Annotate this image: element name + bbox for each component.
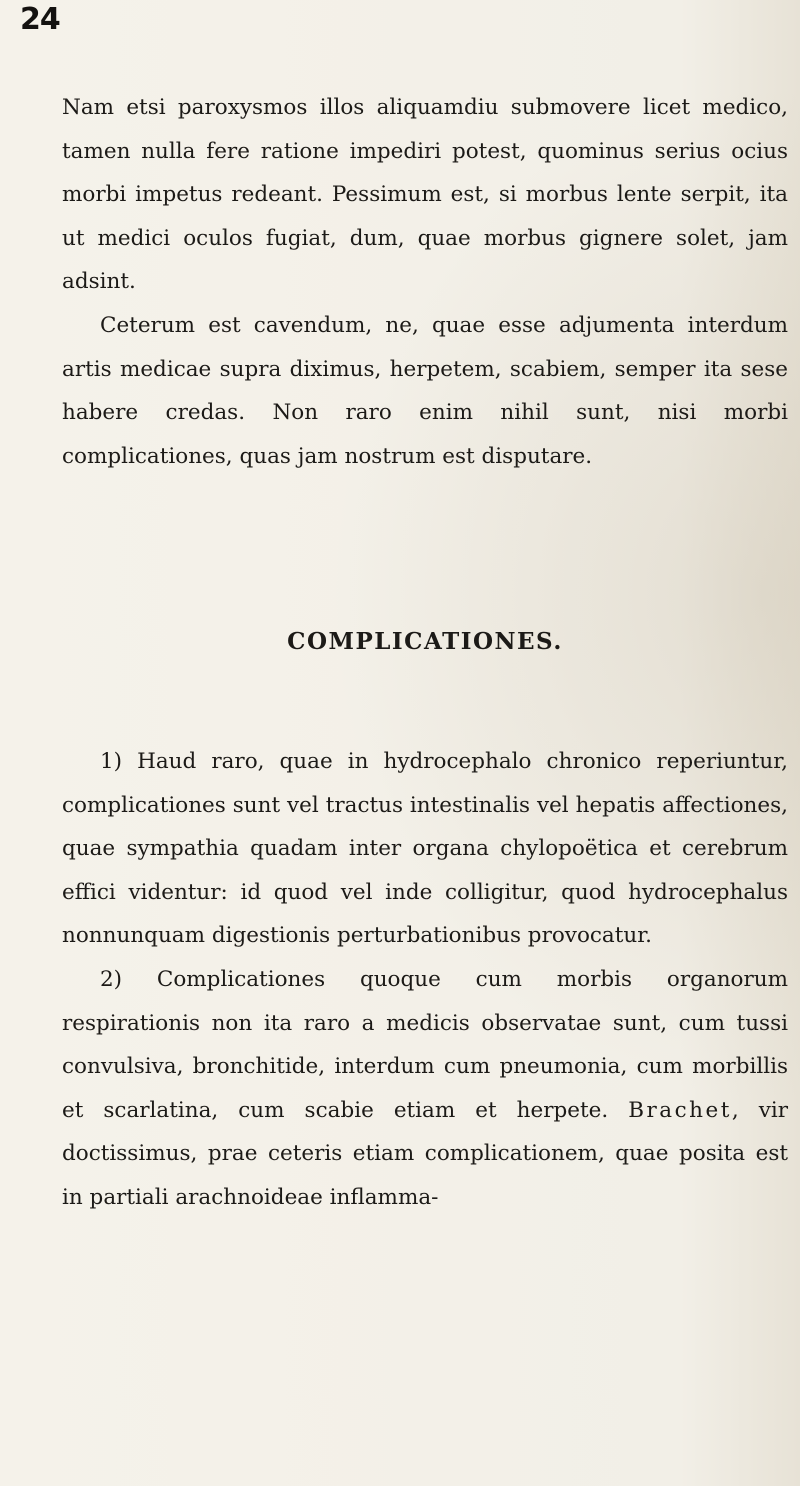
- intro-text: [62, 86, 788, 478]
- complication-item-2-end: , vir doctissimus, prae ceteris etiam complicationem, quae posita est in partiali arachnoideae inflamma-: [62, 1097, 789, 1210]
- section-heading: COMPLICATIONES.: [287, 628, 563, 655]
- complication-item-2-start: 2) Complicationes quoque cum morbis organorum respirationis non ita raro a medicis observatae sunt, cum tussi convulsiva, bronchitide, interdum cum pneumonia, cum morbillis et scarlatina, cum scabie etiam et herpete.: [62, 966, 788, 1123]
- author-name: Brachet: [628, 1097, 732, 1123]
- paragraph-intro-2: Ceterum est cavendum, ne, quae esse adjumenta interdum artis medicae supra diximus, herpetem, scabiem, semper ita sese habere credas. Non raro enim nihil sunt, nisi morbi complicationes, quas jam nostrum est disputare.: [62, 312, 788, 469]
- paragraph-intro-1: Nam etsi paroxysmos illos aliquamdiu submovere licet medico, tamen nulla fere ratione impediri potest, quominus serius ocius morbi impetus redeant. Pessimum est, si morbus lente serpit, ita ut medici oculos fugiat, dum, quae morbus gignere solet, jam adsint.: [62, 95, 788, 295]
- complications-text: [62, 740, 788, 1220]
- page-number: 24: [20, 2, 60, 37]
- complication-item-1: 1) Haud raro, quae in hydrocephalo chronico reperiuntur, complicationes sunt vel tractus intestinalis vel hepatis affectiones, quae sympathia quadam inter organa chylopoëtica et cerebrum effici videntur: id quod vel inde colligitur, quod hydrocephalus nonnunquam digestionis perturbationibus provocatur.: [62, 749, 788, 949]
- complication-item-2: [62, 958, 788, 1220]
